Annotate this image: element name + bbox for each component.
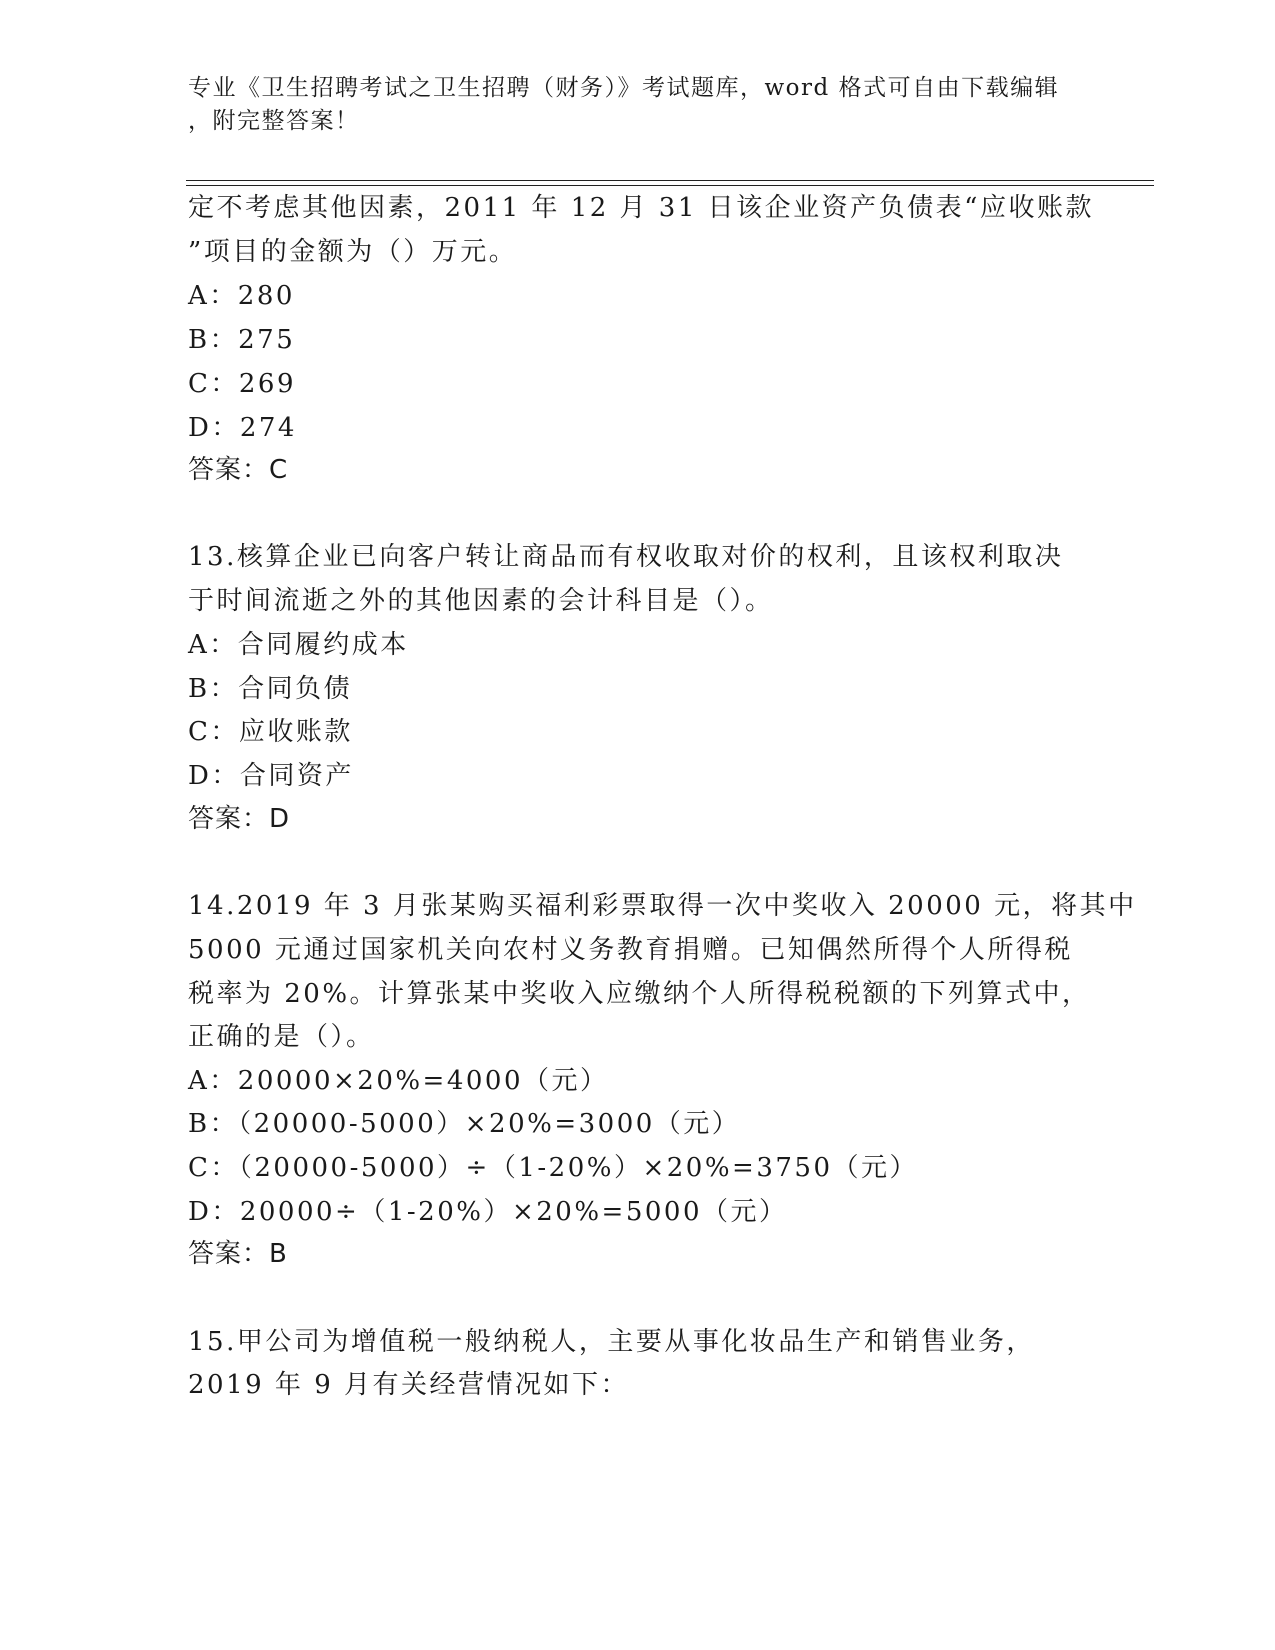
q14-stem-line-3: 税率为 20%。计算张某中奖收入应缴纳个人所得税税额的下列算式中，: [188, 979, 1091, 1009]
q13-option-a: A：合同履约成本: [188, 630, 409, 660]
q12-option-b: B：275: [188, 325, 296, 355]
q14-stem-line-4: 正确的是（）。: [188, 1022, 375, 1052]
q14-option-b: B：（20000-5000）×20%=3000（元）: [188, 1109, 741, 1139]
q13-answer: 答案：D: [188, 804, 291, 834]
q14-answer: 答案：B: [188, 1239, 288, 1269]
q13-stem-line-1: 13.核算企业已向客户转让商品而有权收取对价的权利，且该权利取决: [188, 542, 1064, 572]
q12-stem-line-2: ”项目的金额为（）万元。: [188, 237, 518, 267]
q12-option-c: C：269: [188, 369, 297, 399]
q12-option-d: D：274: [188, 413, 297, 443]
document-header: [188, 72, 1068, 138]
q15-stem-line-2: 2019 年 9 月有关经营情况如下：: [188, 1370, 630, 1400]
header-line-2: ，附完整答案！: [188, 108, 360, 134]
q14-stem-line-1: 14.2019 年 3 月张某购买福利彩票取得一次中奖收入 20000 元，将其中: [188, 891, 1137, 921]
q13-stem-line-2: 于时间流逝之外的其他因素的会计科目是（）。: [188, 586, 774, 616]
header-line-1: 专业《卫生招聘考试之卫生招聘（财务）》考试题库，word 格式可自由下载编辑: [188, 75, 1060, 101]
q14-option-c: C：（20000-5000）÷（1-20%）×20%=3750（元）: [188, 1153, 918, 1183]
header-divider-top: [186, 180, 1154, 181]
q14-stem-line-2: 5000 元通过国家机关向农村义务教育捐赠。已知偶然所得个人所得税: [188, 935, 1073, 965]
q14-option-a: A：20000×20%=4000（元）: [188, 1066, 609, 1096]
q12-option-a: A：280: [188, 281, 295, 311]
q15-stem-line-1: 15.甲公司为增值税一般纳税人，主要从事化妆品生产和销售业务，: [188, 1327, 1035, 1357]
q13-option-d: D：合同资产: [188, 761, 354, 791]
q12-stem-line-1: 定不考虑其他因素，2011 年 12 月 31 日该企业资产负债表“应收账款: [188, 193, 1094, 223]
q14-option-d: D：20000÷（1-20%）×20%=5000（元）: [188, 1197, 788, 1227]
header-divider-bottom: [186, 185, 1154, 186]
q13-option-c: C：应收账款: [188, 717, 353, 747]
q13-option-b: B：合同负债: [188, 674, 353, 704]
q12-answer: 答案：C: [188, 455, 289, 485]
